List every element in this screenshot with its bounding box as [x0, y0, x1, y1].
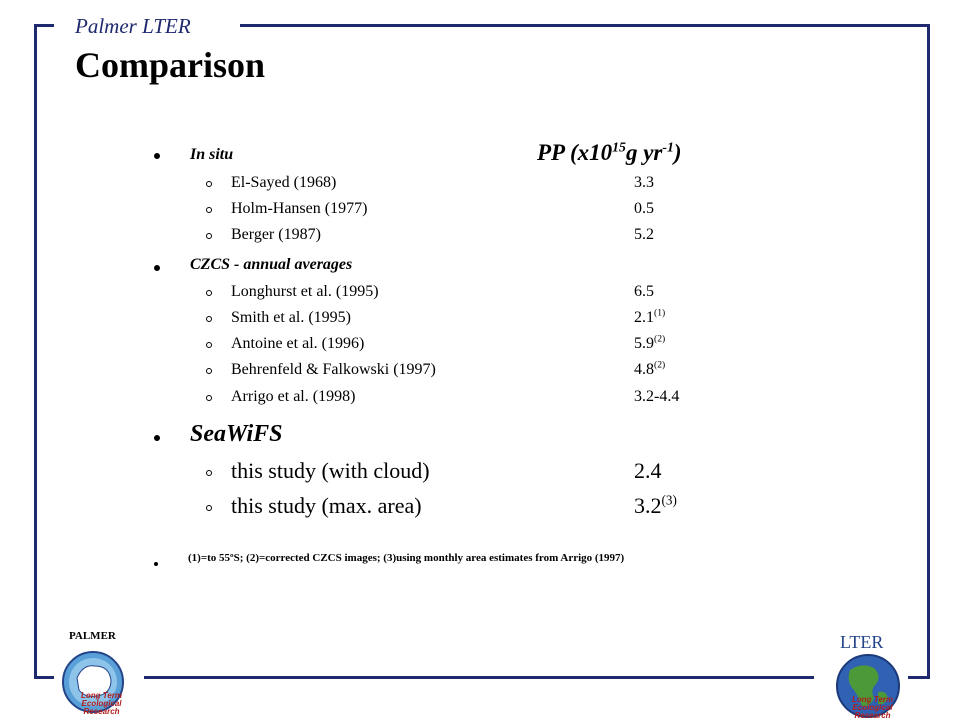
page-title: Comparison [75, 45, 266, 85]
frame-top-right-line [240, 24, 930, 27]
section-seawifs-header [0, 421, 960, 451]
item-label: Smith et al. (1995) [231, 309, 351, 326]
column-header: PP ($x10^{15}g$ $yr^{-1}$) [537, 139, 682, 165]
list-item [0, 360, 960, 384]
list-item [0, 387, 960, 411]
list-item [0, 308, 960, 332]
item-label: Holm-Hansen (1977) [231, 200, 368, 217]
bullet-icon [206, 233, 212, 239]
frame-bottom-middle-line [144, 676, 814, 679]
bullet-icon [154, 153, 160, 159]
bullet-icon [206, 316, 212, 322]
list-item [0, 199, 960, 223]
bullet-icon [206, 342, 212, 348]
item-label: Behrenfeld & Falkowski (1997) [231, 361, 436, 378]
bullet-icon [206, 395, 212, 401]
bullet-icon [154, 562, 158, 566]
list-item [0, 493, 960, 523]
item-value: 6.5 [634, 283, 654, 300]
footnote-text: (1)=to 55ºS; (2)=corrected CZCS images; (3)using monthly area estimates from Arrigo (1997) [188, 552, 625, 564]
item-label: El-Sayed (1968) [231, 174, 337, 191]
palmer-logo-label: PALMER [69, 630, 116, 642]
list-item [0, 282, 960, 306]
bullet-icon [154, 435, 160, 441]
bullet-icon [206, 290, 212, 296]
palmer-logo [55, 630, 135, 720]
item-value: 3.2-4.4 [634, 388, 680, 405]
frame-top-left-line [34, 24, 54, 27]
section-seawifs-label: SeaWiFS [190, 421, 283, 447]
item-label: this study (max. area) [231, 493, 422, 518]
item-value: 4.8$^{(2)}$ [634, 359, 666, 378]
frame-bottom-left-line [34, 676, 54, 679]
list-item [0, 173, 960, 197]
list-item [0, 334, 960, 358]
bullet-icon [206, 181, 212, 187]
lter-logo [830, 632, 910, 720]
palmer-logo-text: Long Term Ecological Research [81, 691, 123, 716]
lter-logo-text: Long Term Ecological Research [852, 695, 894, 720]
organization-name: Palmer LTER [75, 14, 191, 38]
bullet-icon [206, 505, 212, 511]
item-value: 3.2$^{(3)}$ [634, 492, 677, 518]
item-value: 0.5 [634, 200, 654, 217]
item-value: 5.9$^{(2)}$ [634, 333, 666, 352]
section-czcs-header [0, 254, 960, 278]
bullet-icon [206, 368, 212, 374]
item-label: this study (with cloud) [231, 458, 430, 483]
lter-logo-label: LTER [840, 632, 884, 652]
bullet-icon [206, 207, 212, 213]
section-insitu-label: In situ [190, 146, 234, 163]
item-label: Antoine et al. (1996) [231, 335, 365, 352]
bullet-icon [154, 265, 160, 271]
footnote-row [0, 552, 960, 576]
item-value: 2.4 [634, 458, 662, 483]
section-insitu-header [0, 140, 960, 164]
item-label: Arrigo et al. (1998) [231, 388, 356, 405]
item-value: 3.3 [634, 174, 654, 191]
item-label: Berger (1987) [231, 226, 321, 243]
section-czcs-label: CZCS - annual averages [190, 256, 353, 273]
bullet-icon [206, 470, 212, 476]
list-item [0, 225, 960, 249]
item-value: 5.2 [634, 226, 654, 243]
item-value: 2.1$^{(1)}$ [634, 307, 666, 326]
list-item [0, 458, 960, 488]
frame-bottom-right-line [908, 676, 930, 679]
item-label: Longhurst et al. (1995) [231, 283, 379, 300]
